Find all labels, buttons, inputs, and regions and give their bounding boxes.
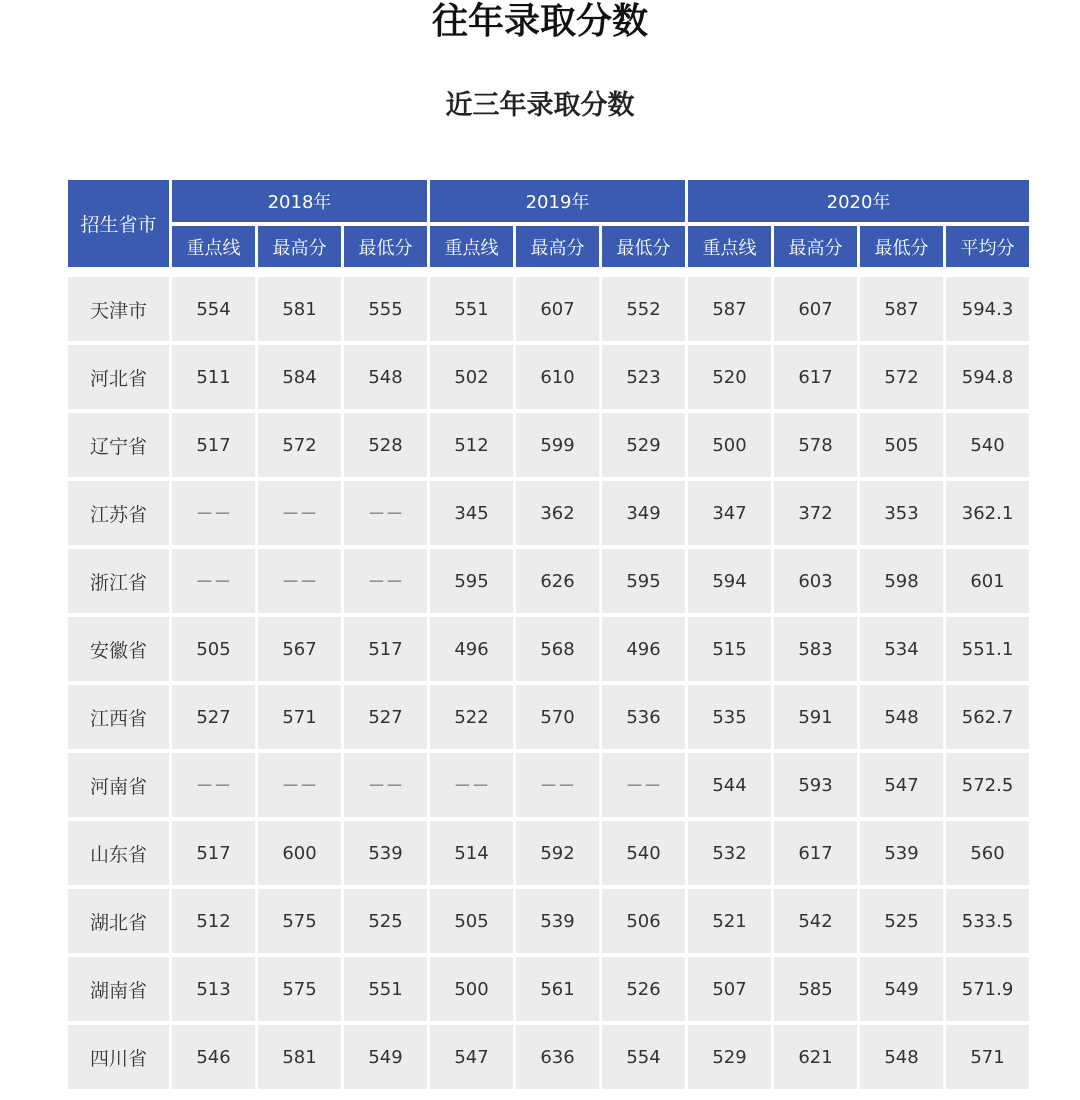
- score-cell: 567: [258, 617, 341, 681]
- score-cell: 515: [688, 617, 771, 681]
- score-cell: 532: [688, 821, 771, 885]
- score-cell: 571.9: [946, 957, 1029, 1021]
- score-cell: 513: [172, 957, 255, 1021]
- score-cell: 527: [344, 685, 427, 749]
- score-cell: 551: [344, 957, 427, 1021]
- score-cell: 626: [516, 549, 599, 613]
- table-row: [68, 1025, 1029, 1089]
- score-cell: 345: [430, 481, 513, 545]
- score-cell: －－: [172, 481, 255, 545]
- score-cell: 562.7: [946, 685, 1029, 749]
- score-cell: 505: [860, 413, 943, 477]
- score-cell: 584: [258, 345, 341, 409]
- score-cell: 512: [172, 889, 255, 953]
- score-cell: 517: [172, 821, 255, 885]
- score-cell: 539: [516, 889, 599, 953]
- score-cell: 591: [774, 685, 857, 749]
- score-cell: 547: [860, 753, 943, 817]
- score-cell: 507: [688, 957, 771, 1021]
- table-body: [68, 271, 1029, 1089]
- score-cell: 505: [430, 889, 513, 953]
- score-cell: 517: [172, 413, 255, 477]
- score-cell: 599: [516, 413, 599, 477]
- sub-header: 最高分: [516, 226, 599, 267]
- score-cell: 533.5: [946, 889, 1029, 953]
- score-cell: －－: [344, 481, 427, 545]
- score-cell: 500: [688, 413, 771, 477]
- score-cell: 539: [344, 821, 427, 885]
- table-row: [68, 889, 1029, 953]
- score-cell: 522: [430, 685, 513, 749]
- table-row: [68, 685, 1029, 749]
- score-cell: 617: [774, 345, 857, 409]
- score-cell: 617: [774, 821, 857, 885]
- score-cell: 353: [860, 481, 943, 545]
- score-cell: 594.8: [946, 345, 1029, 409]
- score-cell: －－: [430, 753, 513, 817]
- score-cell: 593: [774, 753, 857, 817]
- score-cell: 568: [516, 617, 599, 681]
- province-cell: 江西省: [68, 685, 169, 749]
- score-cell: 575: [258, 889, 341, 953]
- table-row: [68, 549, 1029, 613]
- score-cell: 349: [602, 481, 685, 545]
- page-subtitle: 近三年录取分数: [445, 90, 635, 121]
- score-cell: 517: [344, 617, 427, 681]
- page-title: 往年录取分数: [431, 1, 648, 42]
- score-cell: 572: [258, 413, 341, 477]
- score-cell: 540: [602, 821, 685, 885]
- score-cell: 372: [774, 481, 857, 545]
- score-cell: 607: [774, 277, 857, 341]
- province-cell: 安徽省: [68, 617, 169, 681]
- sub-header: 最低分: [860, 226, 943, 267]
- score-cell: 595: [602, 549, 685, 613]
- score-cell: 529: [688, 1025, 771, 1089]
- year-header-2018: 2018年: [172, 180, 427, 222]
- score-cell: 529: [602, 413, 685, 477]
- score-cell: 561: [516, 957, 599, 1021]
- table-row: [68, 413, 1029, 477]
- score-cell: 496: [602, 617, 685, 681]
- score-cell: 570: [516, 685, 599, 749]
- score-cell: －－: [258, 549, 341, 613]
- sub-header: 最低分: [602, 226, 685, 267]
- score-cell: 578: [774, 413, 857, 477]
- score-cell: 523: [602, 345, 685, 409]
- score-cell: 560: [946, 821, 1029, 885]
- score-cell: 551.1: [946, 617, 1029, 681]
- sub-header: 最高分: [774, 226, 857, 267]
- score-cell: 500: [430, 957, 513, 1021]
- province-cell: 江苏省: [68, 481, 169, 545]
- province-cell: 河南省: [68, 753, 169, 817]
- score-cell: 502: [430, 345, 513, 409]
- score-cell: 551: [430, 277, 513, 341]
- year-header-row: [68, 180, 1029, 222]
- score-cell: －－: [172, 753, 255, 817]
- province-cell: 湖北省: [68, 889, 169, 953]
- score-cell: 571: [946, 1025, 1029, 1089]
- score-cell: 583: [774, 617, 857, 681]
- score-cell: 539: [860, 821, 943, 885]
- score-cell: 542: [774, 889, 857, 953]
- province-cell: 四川省: [68, 1025, 169, 1089]
- table-row: [68, 277, 1029, 341]
- province-cell: 浙江省: [68, 549, 169, 613]
- sub-header: 最高分: [258, 226, 341, 267]
- score-cell: －－: [602, 753, 685, 817]
- score-cell: 496: [430, 617, 513, 681]
- score-cell: 581: [258, 1025, 341, 1089]
- year-header-2019: 2019年: [430, 180, 685, 222]
- table-row: [68, 821, 1029, 885]
- header-spacer: [68, 271, 1029, 273]
- year-header-2020: 2020年: [688, 180, 1029, 222]
- score-cell: 594.3: [946, 277, 1029, 341]
- table-row: [68, 617, 1029, 681]
- score-cell: 549: [860, 957, 943, 1021]
- sub-header: 重点线: [688, 226, 771, 267]
- score-cell: 636: [516, 1025, 599, 1089]
- score-cell: 347: [688, 481, 771, 545]
- score-cell: －－: [344, 753, 427, 817]
- score-cell: 505: [172, 617, 255, 681]
- score-cell: 594: [688, 549, 771, 613]
- province-cell: 河北省: [68, 345, 169, 409]
- sub-header: 重点线: [430, 226, 513, 267]
- score-cell: 607: [516, 277, 599, 341]
- sub-header: 平均分: [946, 226, 1029, 267]
- score-cell: 601: [946, 549, 1029, 613]
- score-cell: 521: [688, 889, 771, 953]
- score-cell: 549: [344, 1025, 427, 1089]
- score-cell: 572.5: [946, 753, 1029, 817]
- table-row: [68, 753, 1029, 817]
- province-cell: 辽宁省: [68, 413, 169, 477]
- score-cell: 621: [774, 1025, 857, 1089]
- score-cell: 362.1: [946, 481, 1029, 545]
- score-cell: 552: [602, 277, 685, 341]
- score-cell: 520: [688, 345, 771, 409]
- table-row: [68, 481, 1029, 545]
- score-cell: －－: [172, 549, 255, 613]
- score-cell: 575: [258, 957, 341, 1021]
- score-cell: 587: [860, 277, 943, 341]
- score-cell: 554: [602, 1025, 685, 1089]
- score-cell: 548: [344, 345, 427, 409]
- sub-header: 重点线: [172, 226, 255, 267]
- score-cell: 572: [860, 345, 943, 409]
- score-cell: 526: [602, 957, 685, 1021]
- score-cell: －－: [516, 753, 599, 817]
- score-cell: 548: [860, 1025, 943, 1089]
- province-cell: 湖南省: [68, 957, 169, 1021]
- score-cell: 598: [860, 549, 943, 613]
- score-cell: 362: [516, 481, 599, 545]
- score-cell: －－: [258, 481, 341, 545]
- score-cell: －－: [258, 753, 341, 817]
- sub-header-row: [68, 226, 1029, 267]
- score-cell: 525: [344, 889, 427, 953]
- score-cell: 595: [430, 549, 513, 613]
- score-cell: 592: [516, 821, 599, 885]
- score-cell: 546: [172, 1025, 255, 1089]
- score-cell: 528: [344, 413, 427, 477]
- score-cell: 535: [688, 685, 771, 749]
- sub-header: 最低分: [344, 226, 427, 267]
- province-cell: 山东省: [68, 821, 169, 885]
- score-cell: 544: [688, 753, 771, 817]
- score-cell: 534: [860, 617, 943, 681]
- score-cell: 540: [946, 413, 1029, 477]
- score-cell: 571: [258, 685, 341, 749]
- score-cell: 525: [860, 889, 943, 953]
- admission-scores-table: [65, 176, 1032, 1093]
- table-row: [68, 345, 1029, 409]
- score-cell: －－: [344, 549, 427, 613]
- score-cell: 511: [172, 345, 255, 409]
- score-cell: 555: [344, 277, 427, 341]
- score-cell: 514: [430, 821, 513, 885]
- province-cell: 天津市: [68, 277, 169, 341]
- score-cell: 600: [258, 821, 341, 885]
- score-cell: 587: [688, 277, 771, 341]
- score-cell: 512: [430, 413, 513, 477]
- score-cell: 547: [430, 1025, 513, 1089]
- score-cell: 581: [258, 277, 341, 341]
- score-cell: 603: [774, 549, 857, 613]
- corner-header: 招生省市: [68, 180, 169, 267]
- score-cell: 610: [516, 345, 599, 409]
- score-cell: 536: [602, 685, 685, 749]
- score-cell: 548: [860, 685, 943, 749]
- score-cell: 527: [172, 685, 255, 749]
- score-cell: 506: [602, 889, 685, 953]
- score-cell: 585: [774, 957, 857, 1021]
- score-cell: 554: [172, 277, 255, 341]
- table-row: [68, 957, 1029, 1021]
